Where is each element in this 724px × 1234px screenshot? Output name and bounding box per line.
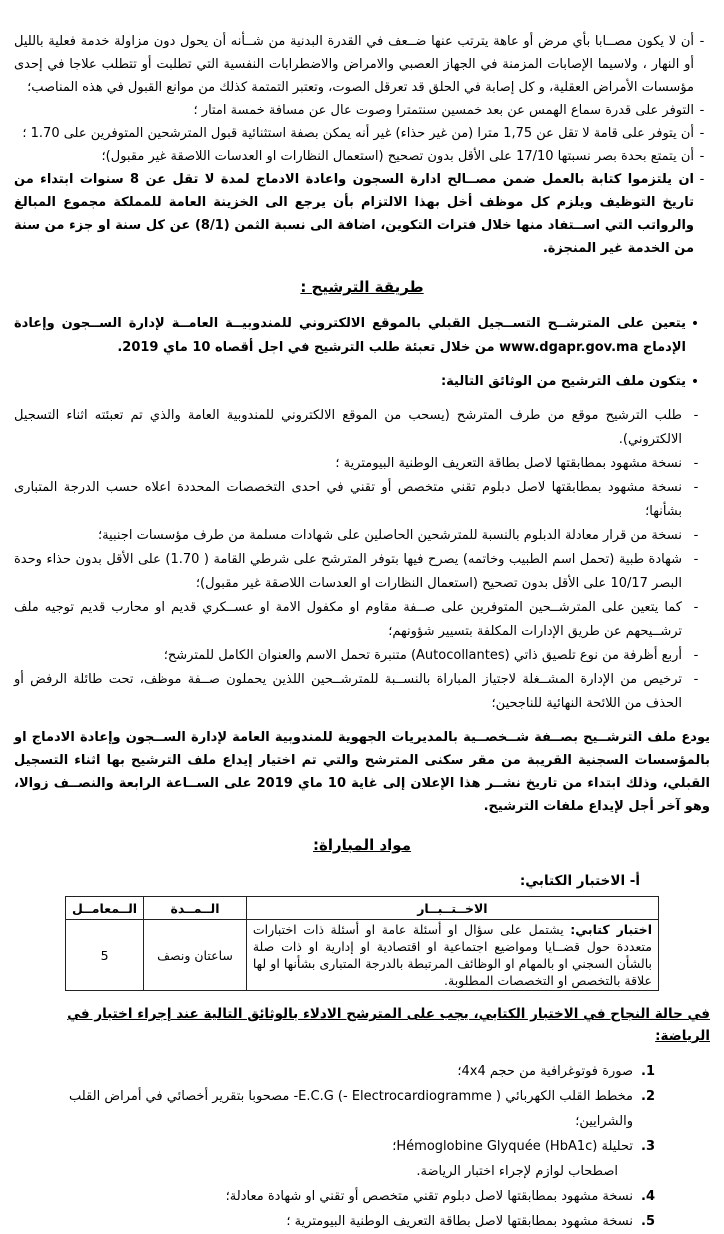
condition-text: أن لا يكون مصــابا بأي مرض أو عاهة يترتب عنها ضــعف في القدرة البدنية من شــأنه أن يحول دون مزاولة خدمة فعلية بالليل أو النهار ، ولاسيما الإصابات المزمنة في الجهاز العصبي والامراض والاضطرابات النفسية التي تطلبت أو تتطلب علاجا في إحدى مؤسسات الأمراض العقلية، و كل إصابة في الحلق قد تعرقل الصوت، وتعتبر التمتمة كذلك من موانع القبول في هذه المناصب؛	[14, 34, 694, 95]
document-text: كما يتعين على المترشــحين المتوفرين على صــفة مقاوم او مكفول الامة او عســكري قديم او محارب قديم توجيه ملف ترشــيحهم عن طريق الإدارات المكلفة بتسيير شؤونهم؛	[14, 600, 682, 639]
sports-item-text: مخطط القلب الكهربائي E.C.G (- Electrocardiogramme )- مصحوبا بتقرير أخصائي في أمراض القلب والشرايين؛	[69, 1089, 633, 1129]
sports-item	[14, 1209, 655, 1234]
condition-item-commitment	[14, 168, 710, 260]
dash-marker: -	[693, 480, 699, 495]
dash-marker: -	[699, 103, 705, 118]
dash-marker: -	[693, 672, 699, 687]
document-text: طلب الترشيح موقع من طرف المترشح (يسحب من الموقع الالكتروني للمندوبية العامة والذي تم تعبئته اثناء التسجيل الالكتروني).	[14, 408, 682, 447]
condition-item	[14, 122, 710, 145]
method-heading: طريقة الترشيح :	[300, 278, 424, 296]
cell-test	[246, 920, 658, 991]
dash-marker: -	[693, 648, 699, 663]
sports-heading: في حالة النجاح في الاختبار الكتابي، يجب على المترشح الادلاء بالوثائق التالية عند إجراء اختبار في الرياضة:	[67, 1006, 710, 1044]
condition-text: التوفر على قدرة سماع الهمس عن بعد خمسين سنتمترا وصوت عال عن مسافة خمسة امتار ؛	[193, 103, 694, 118]
document-text: أربع أظرفة من نوع تلصيق ذاتي (Autocollantes) متنبرة تحمل الاسم والعنوان الكامل للمترشح؛	[163, 648, 682, 663]
document-item	[14, 524, 710, 548]
cell-coefficient: 5	[66, 920, 144, 991]
document-text: ترخيص من الإدارة المشــغلة لاجتياز المباراة بالنســبة للمترشــحين اللذين يحملون صــفة موظف، تحت طائلة الرفض أو الحذف من اللائحة النهائية للناجحين؛	[14, 672, 682, 711]
dash-marker: -	[699, 172, 705, 187]
dash-marker: -	[693, 552, 699, 567]
document-text: شهادة طبية (تحمل اسم الطبيب وخاتمه) يصرح فيها بتوفر المترشح على شرطي القامة ( 1.70) على الأقل بدون حذاء وحدة البصر 10/17 على الأقل بدون تصحيح (استعمال النظارات او العدسات اللاصقة غير مقبول)؛	[14, 552, 683, 591]
written-test-table	[65, 896, 659, 991]
document-item	[14, 548, 710, 596]
exam-heading: مواد المباراة:	[313, 836, 411, 854]
sports-item-text: نسخة مشهود بمطابقتها لاصل دبلوم تقني متخصص أو تقني او شهادة معادلة؛	[225, 1189, 633, 1204]
document-item	[14, 476, 710, 524]
condition-text: أن يتوفر على قامة لا تقل عن 1,75 مترا (من غير حذاء) غير أنه يمكن بصفة استثنائية قبول المترشحين المتوفرين على 1.70 ؛	[22, 126, 694, 141]
dash-marker: -	[699, 126, 705, 141]
deposit-paragraph: يودع ملف الترشــيح بصــفة شــخصــية بالمديريات الجهوية للمندوبية العامة لإدارة الســجون وإعادة الادماج او بالمؤسسات السجنية القريبة من مقر سكنى المترشح والتي تم اختيار إيداع ملف الترشيح بها اثناء التسجيل القبلي، وذلك ابتداء من تاريخ نشــر هذا الإعلان إلى غاية 10 ماي 2019 على الســاعة الرابعة والنصــف زوالا، وهو آخر أجل لإيداع ملفات الترشيح.	[14, 730, 710, 814]
document-item	[14, 404, 710, 452]
method-bullet-registration	[14, 312, 704, 360]
written-test-label: أ- الاختبار الكتابي:	[519, 873, 640, 889]
sports-item	[14, 1184, 655, 1209]
condition-item	[14, 30, 710, 99]
sports-item	[14, 1084, 655, 1134]
document-text: نسخة مشهود بمطابقتها لاصل دبلوم تقني متخصص أو تقني في احدى التخصصات المحددة اعلاه حسب الدرجة المتبارى بشأنها؛	[14, 480, 682, 519]
test-lead: اختبار كتابي:	[570, 922, 652, 937]
sports-note: اصطحاب لوازم لإجراء اختبار الرياضة.	[416, 1164, 618, 1179]
method-bullet-text: يتعين على المترشــح التســجيل القبلي بالموقع الالكتروني للمندوبيــة العامــة لإدارة الســجون وإعادة الإدماج www.dgapr.gov.ma من خلال تعبئة طلب الترشيح في اجل أقصاه 10 ماي 2019.	[14, 316, 686, 355]
sports-item-text: نسخة مشهود بمطابقتها لاصل بطاقة التعريف الوطنية البيومترية ؛	[286, 1214, 633, 1229]
item-number: 2.	[641, 1089, 655, 1104]
table-header-row	[66, 897, 659, 920]
header-duration: الــمــدة	[144, 897, 247, 920]
bullet-icon: •	[690, 374, 700, 390]
document-text: نسخة مشهود بمطابقتها لاصل بطاقة التعريف الوطنية البيومترية ؛	[335, 456, 682, 471]
bullet-icon: •	[690, 316, 700, 332]
dash-marker: -	[699, 149, 705, 164]
sports-item	[14, 1059, 655, 1084]
header-test: الاخــتــبــار	[246, 897, 658, 920]
dash-marker: -	[693, 528, 699, 543]
table-row	[66, 920, 659, 991]
test-description: يشتمل على سؤال او أسئلة عامة او أسئلة ذات اختبارات متعددة حول قضــايا ومواضيع اجتماعية او اقتصادية او إدارية او ذات صلة بالشأن السجني او بالمهام او الوظائف المرتبطة بالدرجة المتبارى بشأنها او لها علاقة بالتخصص او التخصصات المطلوبة.	[252, 922, 652, 988]
condition-item	[14, 99, 710, 122]
document-item	[14, 644, 710, 668]
item-number: 4.	[641, 1189, 655, 1204]
dash-marker: -	[693, 408, 699, 423]
document-item	[14, 596, 710, 644]
item-number: 5.	[641, 1214, 655, 1229]
condition-item	[14, 145, 710, 168]
sports-item-text: تحليلة Hémoglobine Glyquée (HbA1c)؛	[392, 1139, 633, 1154]
sports-item	[14, 1134, 655, 1159]
dash-marker: -	[699, 34, 705, 49]
documents-list	[14, 404, 710, 716]
condition-text: أن يتمتع بحدة بصر نسبتها 17/10 على الأقل بدون تصحيح (استعمال النظارات او العدسات اللاصقة غير مقبول)؛	[101, 149, 694, 164]
dash-marker: -	[693, 600, 699, 615]
header-coefficient: الــمعامــل	[66, 897, 144, 920]
sports-item-text: صورة فوتوغرافية من حجم 4x4؛	[457, 1064, 633, 1079]
dash-marker: -	[693, 456, 699, 471]
method-bullet-file	[14, 370, 704, 394]
document-text: نسخة من قرار معادلة الدبلوم بالنسبة للمترشحين الحاصلين على شهادات مسلمة من طرف مؤسسات اجنبية؛	[97, 528, 682, 543]
document-item	[14, 452, 710, 476]
method-bullet-text: يتكون ملف الترشيح من الوثائق التالية:	[440, 374, 686, 389]
conditions-list	[14, 30, 710, 260]
cell-duration: ساعتان ونصف	[144, 920, 247, 991]
item-number: 3.	[641, 1139, 655, 1154]
document-item	[14, 668, 710, 716]
sports-documents-list	[14, 1059, 710, 1234]
condition-text: ان يلتزموا كتابة بالعمل ضمن مصــالح ادارة السجون واعادة الادماج لمدة لا تقل عن 8 سنوات ابتداء من تاريخ التوظيف ويلزم كل موظف أخل بهذا الالتزام بأن يرجع الى الخزينة العامة للمملكة مجموع المبالغ والرواتب التي اســتفاد منها خلال فترات التكوين، اضافة الى نسبة الثمن (8/1) عن كل سنة او جزء من سنة من الخدمة غير المنجزة.	[14, 172, 694, 256]
item-number: 1.	[641, 1064, 655, 1079]
